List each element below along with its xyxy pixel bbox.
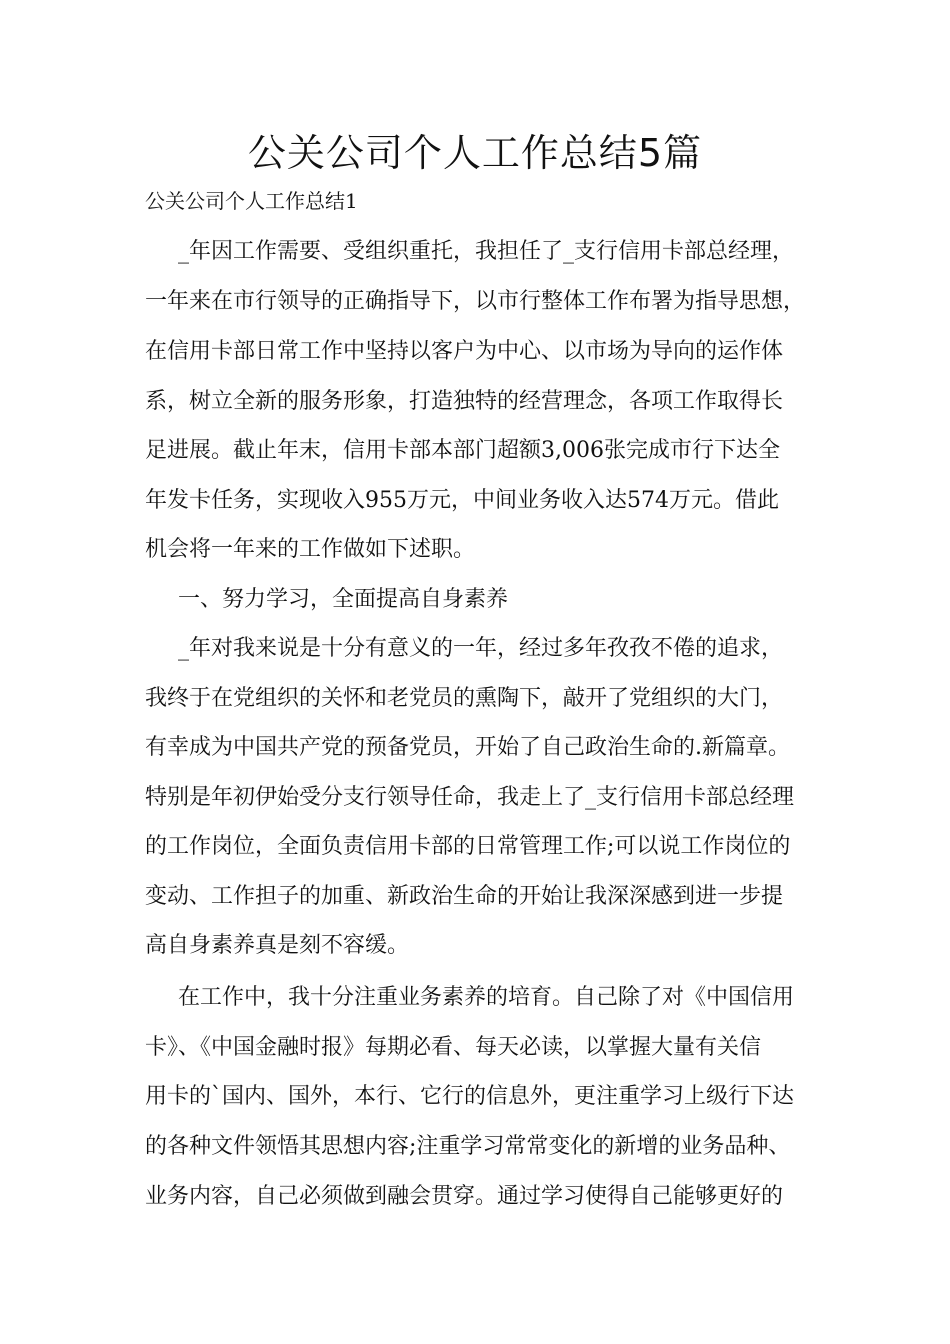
paragraph-line: _年对我来说是十分有意义的一年，经过多年孜孜不倦的追求， xyxy=(178,636,784,661)
paragraph-line: 一年来在市行领导的正确指导下，以市行整体工作布署为指导思想， xyxy=(145,289,806,314)
paragraph-line: 变动、工作担子的加重、新政治生命的开始让我深深感到进一步提 xyxy=(145,884,784,909)
paragraph-line: 特别是年初伊始受分支行领导任命，我走上了_支行信用卡部总经理 xyxy=(145,785,795,810)
paragraph-line: 业务内容，自己必须做到融会贯穿。通过学习使得自己能够更好的 xyxy=(145,1184,784,1209)
paragraph-line: _年因工作需要、受组织重托，我担任了_支行信用卡部总经理， xyxy=(178,239,795,264)
paragraph-line: 用卡的`国内、国外，本行、它行的信息外，更注重学习上级行下达 xyxy=(145,1084,795,1109)
paragraph-line: 年发卡任务，实现收入955万元，中间业务收入达574万元。借此 xyxy=(145,488,779,513)
paragraph-line: 足进展。截止年末，信用卡部本部门超额3,006张完成市行下达全 xyxy=(145,438,780,463)
paragraph-line: 高自身素养真是刻不容缓。 xyxy=(145,933,410,958)
paragraph-line: 有幸成为中国共产党的预备党员，开始了自己政治生命的.新篇章。 xyxy=(145,735,790,760)
paragraph-line: 在工作中，我十分注重业务素养的培育。自己除了对《中国信用 xyxy=(178,985,795,1010)
document-title: 公关公司个人工作总结5篇 xyxy=(247,131,703,175)
section-heading: 一、努力学习，全面提高自身素养 xyxy=(178,587,509,612)
section-subtitle: 公关公司个人工作总结1 xyxy=(145,189,358,213)
paragraph-line: 我终于在党组织的关怀和老党员的熏陶下，敲开了党组织的大门， xyxy=(145,686,784,711)
paragraph-line: 在信用卡部日常工作中坚持以客户为中心、以市场为导向的运作体 xyxy=(145,339,784,364)
paragraph-line: 的各种文件领悟其思想内容;注重学习常常变化的新增的业务品种、 xyxy=(145,1134,791,1159)
paragraph-line: 的工作岗位，全面负责信用卡部的日常管理工作;可以说工作岗位的 xyxy=(145,834,791,859)
paragraph-line: 系，树立全新的服务形象，打造独特的经营理念，各项工作取得长 xyxy=(145,389,784,414)
paragraph-line: 卡》、《中国金融时报》每期必看、每天必读，以掌握大量有关信 xyxy=(145,1035,762,1060)
paragraph-line: 机会将一年来的工作做如下述职。 xyxy=(145,537,476,562)
